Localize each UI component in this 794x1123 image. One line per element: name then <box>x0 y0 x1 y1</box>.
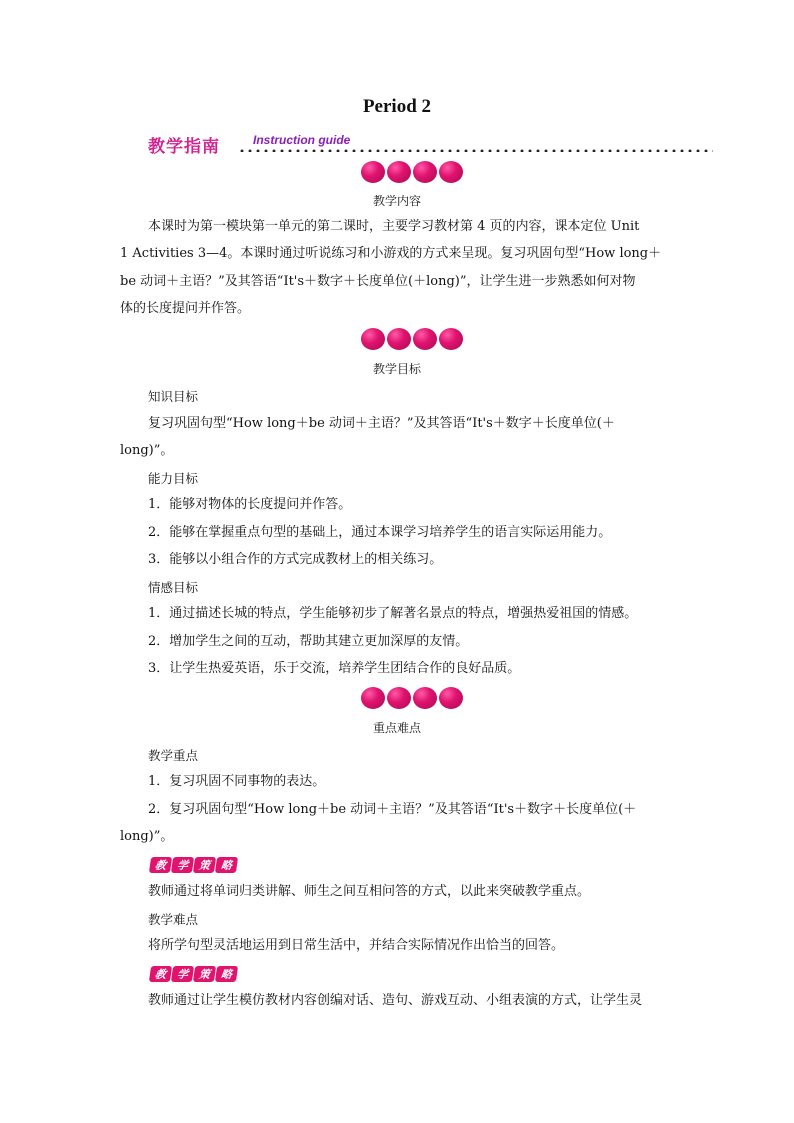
emotion-item: 2．增加学生之间的互动，帮助其建立更加深厚的友情。 <box>148 634 469 649</box>
section-title-content: 教学内容 <box>372 194 421 208</box>
section-title-goals: 教学目标 <box>372 362 421 376</box>
strategy-text: 教师通过让学生模仿教材内容创编对话、造句、游戏互动、小组表演的方式，让学生灵 <box>148 993 643 1008</box>
guide-heading-cn: 教学指南 <box>148 137 220 157</box>
page-title: Period 2 <box>362 96 432 117</box>
ability-item: 3．能够以小组合作的方式完成教材上的相关练习。 <box>148 552 443 567</box>
guide-heading-en: Instruction guide <box>253 133 351 147</box>
strategy-badge: 教 学 策 略 <box>150 857 237 873</box>
dotted-divider <box>238 149 713 152</box>
focus-item-cont: long)”。 <box>120 829 174 844</box>
knowledge-line: 复习巩固句型“How long＋be 动词＋主语？”及其答语“It's＋数字＋长度单位(＋ <box>148 416 615 431</box>
focus-label: 教学重点 <box>148 748 199 763</box>
strategy-badge: 教 学 策 略 <box>150 966 237 982</box>
content-line: be 动词＋主语？”及其答语“It's＋数字＋长度单位(＋long)”，让学生进一步熟悉如何对物 <box>120 274 636 289</box>
knowledge-label: 知识目标 <box>148 389 199 404</box>
difficulty-label: 教学难点 <box>148 912 199 927</box>
ability-item: 2．能够在掌握重点句型的基础上，通过本课学习培养学生的语言实际运用能力。 <box>148 525 612 540</box>
decorative-balls-icon <box>361 328 463 350</box>
emotion-label: 情感目标 <box>148 580 199 595</box>
emotion-item: 3．让学生热爱英语，乐于交流，培养学生团结合作的良好品质。 <box>148 661 521 676</box>
difficulty-text: 将所学句型灵活地运用到日常生活中，并结合实际情况作出恰当的回答。 <box>148 938 565 953</box>
content-line: 1 Activities 3—4。本课时通过听说练习和小游戏的方式来呈现。复习巩固句型“How long＋ <box>120 246 662 261</box>
section-title-key: 重点难点 <box>372 721 421 735</box>
ability-item: 1．能够对物体的长度提问并作答。 <box>148 497 352 512</box>
decorative-balls-icon <box>361 687 463 709</box>
focus-item: 2．复习巩固句型“How long＋be 动词＋主语？”及其答语“It's＋数字＋长度单位(＋ <box>148 802 637 817</box>
content-line: 本课时为第一模块第一单元的第二课时，主要学习教材第 4 页的内容，课本定位 Unit <box>148 219 640 234</box>
content-line: 体的长度提问并作答。 <box>120 301 251 316</box>
decorative-balls-icon <box>361 161 463 183</box>
strategy-text: 教师通过将单词归类讲解、师生之间互相问答的方式，以此来突破教学重点。 <box>148 884 591 899</box>
knowledge-line: long)”。 <box>120 443 174 458</box>
emotion-item: 1．通过描述长城的特点，学生能够初步了解著名景点的特点，增强热爱祖国的情感。 <box>148 606 638 621</box>
ability-label: 能力目标 <box>148 471 199 486</box>
focus-item: 1．复习巩固不同事物的表达。 <box>148 774 326 789</box>
